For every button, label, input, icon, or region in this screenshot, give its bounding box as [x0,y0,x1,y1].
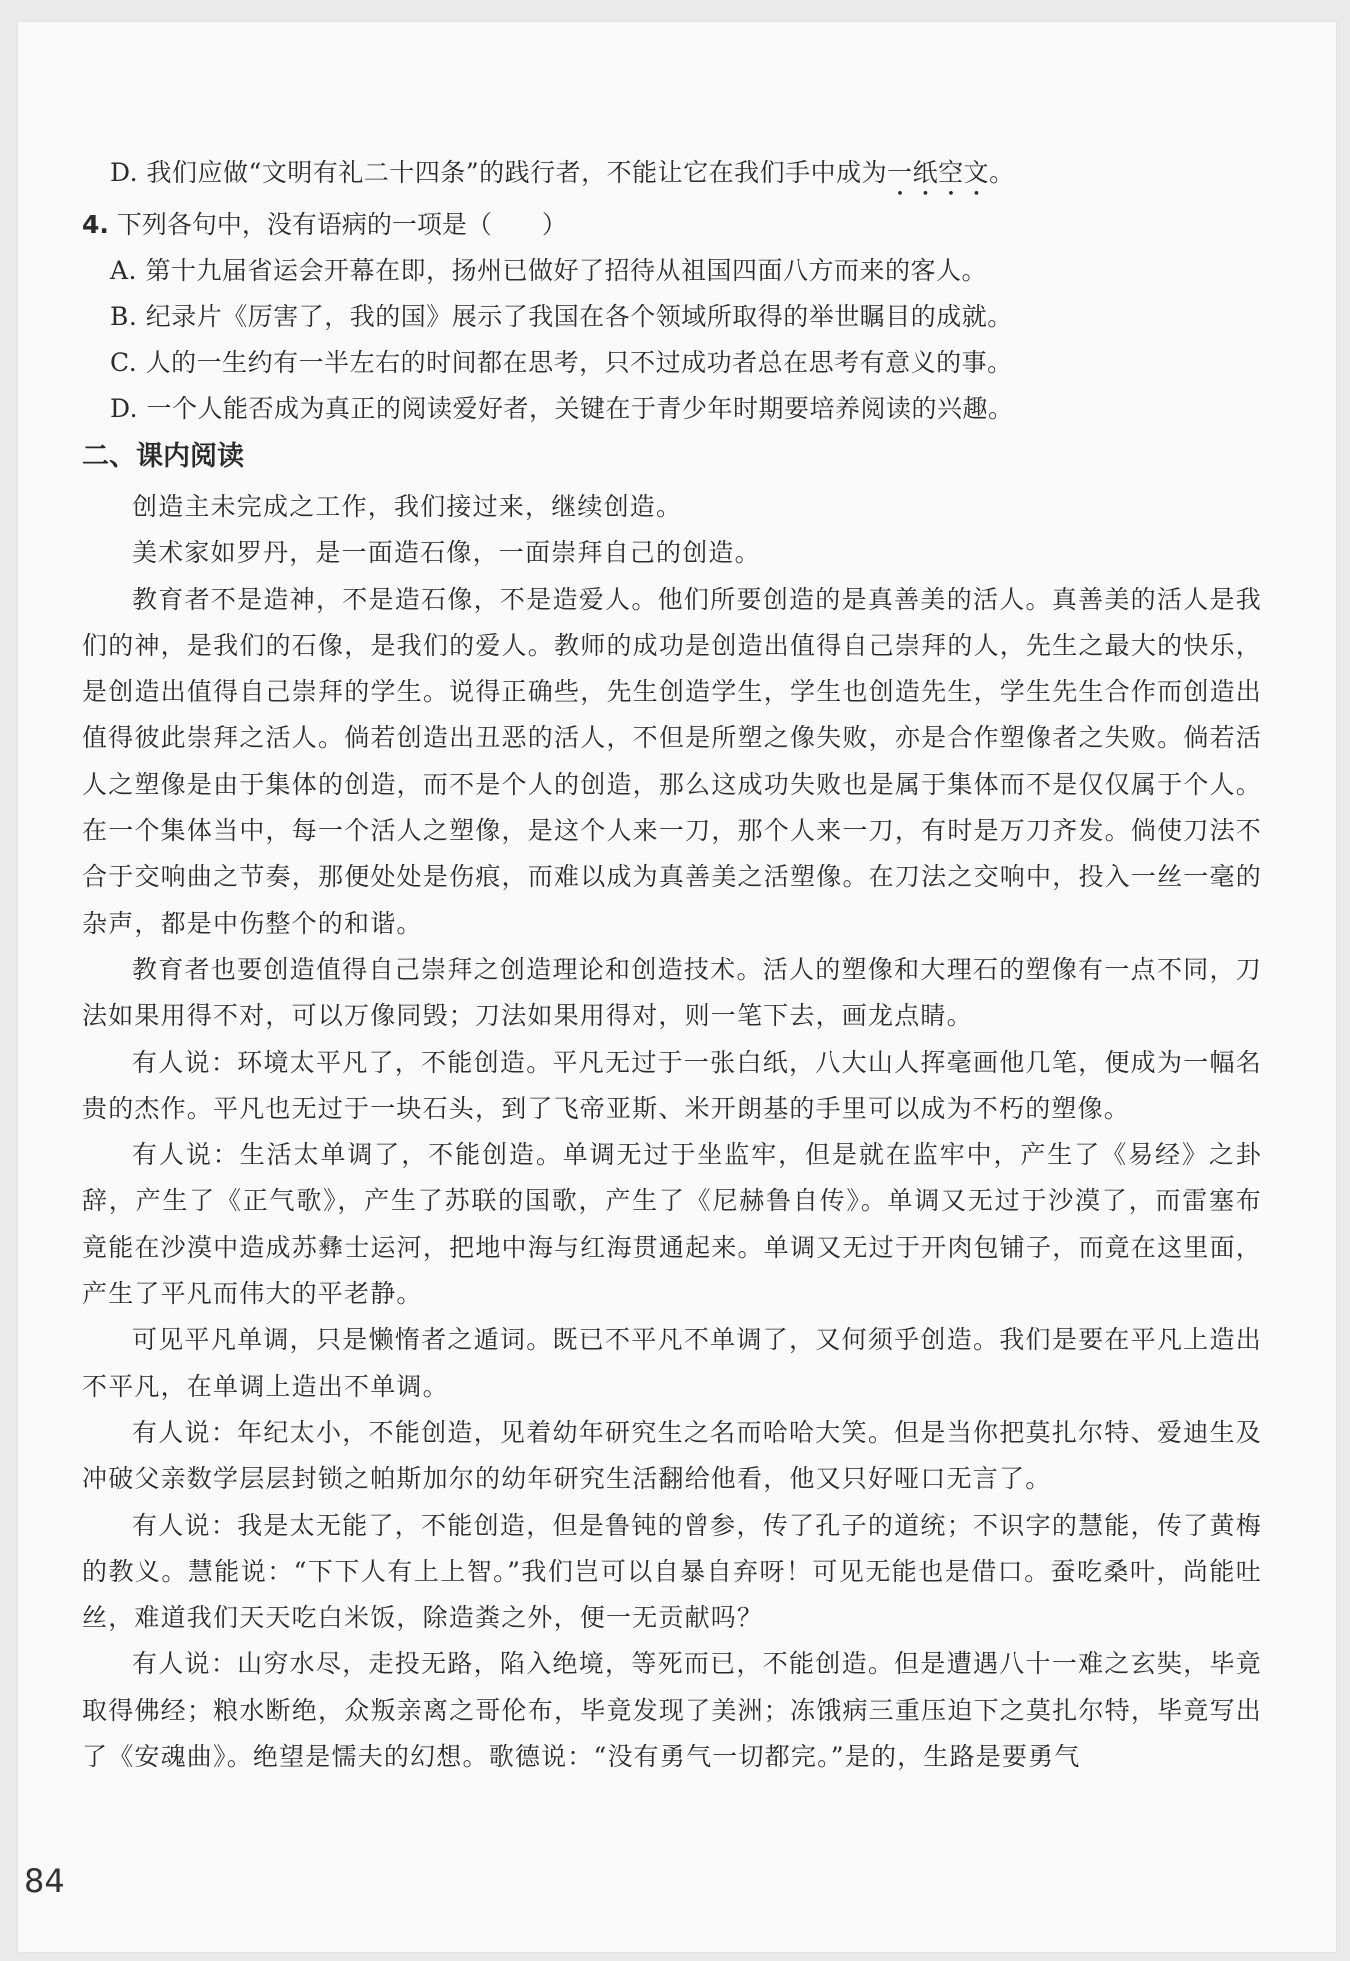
q4-option-d: D. 一个人能否成为真正的阅读爱好者，关键在于青少年时期要培养阅读的兴趣。 [110,394,1014,423]
q3-emphasis-phrase: 一纸空文 [887,158,990,187]
reading-passage [82,484,1262,1780]
passage-paragraph: 美术家如罗丹，是一面造石像，一面崇拜自己的创造。 [132,538,761,568]
passage-paragraph: 有人说：环境太平凡了，不能创造。平凡无过于一张白纸，八大山人挥毫画他几笔，便成为一幅名贵的杰作。平凡也无过于一块石头，到了飞帝亚斯、米开朗基的手里可以成为不朽的塑像。 [82,1047,1262,1123]
passage-paragraph: 教育者不是造神，不是造石像，不是造爱人。他们所要创造的是真善美的活人。真善美的活人是我们的神，是我们的石像，是我们的爱人。教师的成功是创造出值得自己崇拜的人，先生之最大的快乐，是创造出值得自己崇拜的学生。说得正确些，先生创造学生，学生也创造先生，学生先生合作而创造出值得彼此崇拜之活人。倘若创造出丑恶的活人，不但是所塑之像失败，亦是合作塑像者之失败。倘若活人之塑像是由于集体的创造，而不是个人的创造，那么这成功失败也是属于集体而不是仅仅属于个人。在一个集体当中，每一个活人之塑像，是这个人来一刀，那个人来一刀，有时是万刀齐发。倘使刀法不合于交响曲之节奏，那便处处是伤痕，而难以成为真善美之活塑像。在刀法之交响中，投入一丝一毫的杂声，都是中伤整个的和谐。 [82,584,1262,938]
passage-paragraph: 创造主未完成之工作，我们接过来，继续创造。 [132,492,683,521]
passage-paragraph: 有人说：生活太单调了，不能创造。单调无过于坐监牢，但是就在监牢中，产生了《易经》之卦辞，产生了《正气歌》，产生了苏联的国歌，产生了《尼赫鲁自传》。单调又无过于沙漠了，而雷塞布竟能在沙漠中造成苏彝士运河，把地中海与红海贯通起来。单调又无过于开肉包铺子，而竟在这里面，产生了平凡而伟大的平老静。 [82,1140,1262,1309]
q4-option-b: B. 纪录片《厉害了，我的国》展示了我国在各个领域所取得的举世瞩目的成就。 [110,302,1013,331]
page-number: 84 [24,1862,65,1900]
q4-option-c: C. 人的一生约有一半左右的时间都在思考，只不过成功者总在思考有意义的事。 [110,348,1013,377]
passage-paragraph: 有人说：我是太无能了，不能创造，但是鲁钝的曾参，传了孔子的道统；不识字的慧能，传了黄梅的教义。慧能说：“下下人有上上智。”我们岂可以自暴自弃呀！可见无能也是借口。蚕吃桑叶，尚能吐丝，难道我们天天吃白米饭，除造粪之外，便一无贡献吗？ [82,1510,1262,1633]
q3-option-d [82,150,1262,202]
q4-option-a: A. 第十九届省运会开幕在即，扬州已做好了招待从祖国四面八方而来的客人。 [110,256,987,285]
passage-paragraph: 有人说：山穷水尽，走投无路，陷入绝境，等死而已，不能创造。但是遭遇八十一难之玄奘，毕竟取得佛经；粮水断绝，众叛亲离之哥伦布，毕竟发现了美洲；冻饿病三重压迫下之莫扎尔特，毕竟写出了《安魂曲》。绝望是懦夫的幻想。歌德说：“没有勇气一切都完。”是的，生路是要勇气 [82,1649,1262,1772]
passage-paragraph: 可见平凡单调，只是懒惰者之遁词。既已不平凡不单调了，又何须乎创造。我们是要在平凡上造出不平凡，在单调上造出不单调。 [82,1325,1262,1401]
q3-option-d-text: D. 我们应做“文明有礼二十四条”的践行者，不能让它在我们手中成为 [110,158,888,187]
q3-option-d-end: 。 [989,158,1015,187]
q4-stem-text: 下列各句中，没有语病的一项是（ ） [108,210,567,239]
q4-number: 4. [82,210,109,239]
passage-paragraph: 教育者也要创造值得自己崇拜之创造理论和创造技术。活人的塑像和大理石的塑像有一点不同，刀法如果用得不对，可以万像同毁；刀法如果用得对，则一笔下去，画龙点睛。 [82,954,1262,1031]
passage-paragraph: 有人说：年纪太小，不能创造，见着幼年研究生之名而哈哈大笑。但是当你把莫扎尔特、爱迪生及冲破父亲数学层层封锁之帕斯加尔的幼年研究生活翻给他看，他又只好哑口无言了。 [82,1417,1262,1494]
section-heading: 二、课内阅读 [82,441,244,472]
q4-stem [82,202,1262,248]
worksheet-content [82,150,1262,1780]
